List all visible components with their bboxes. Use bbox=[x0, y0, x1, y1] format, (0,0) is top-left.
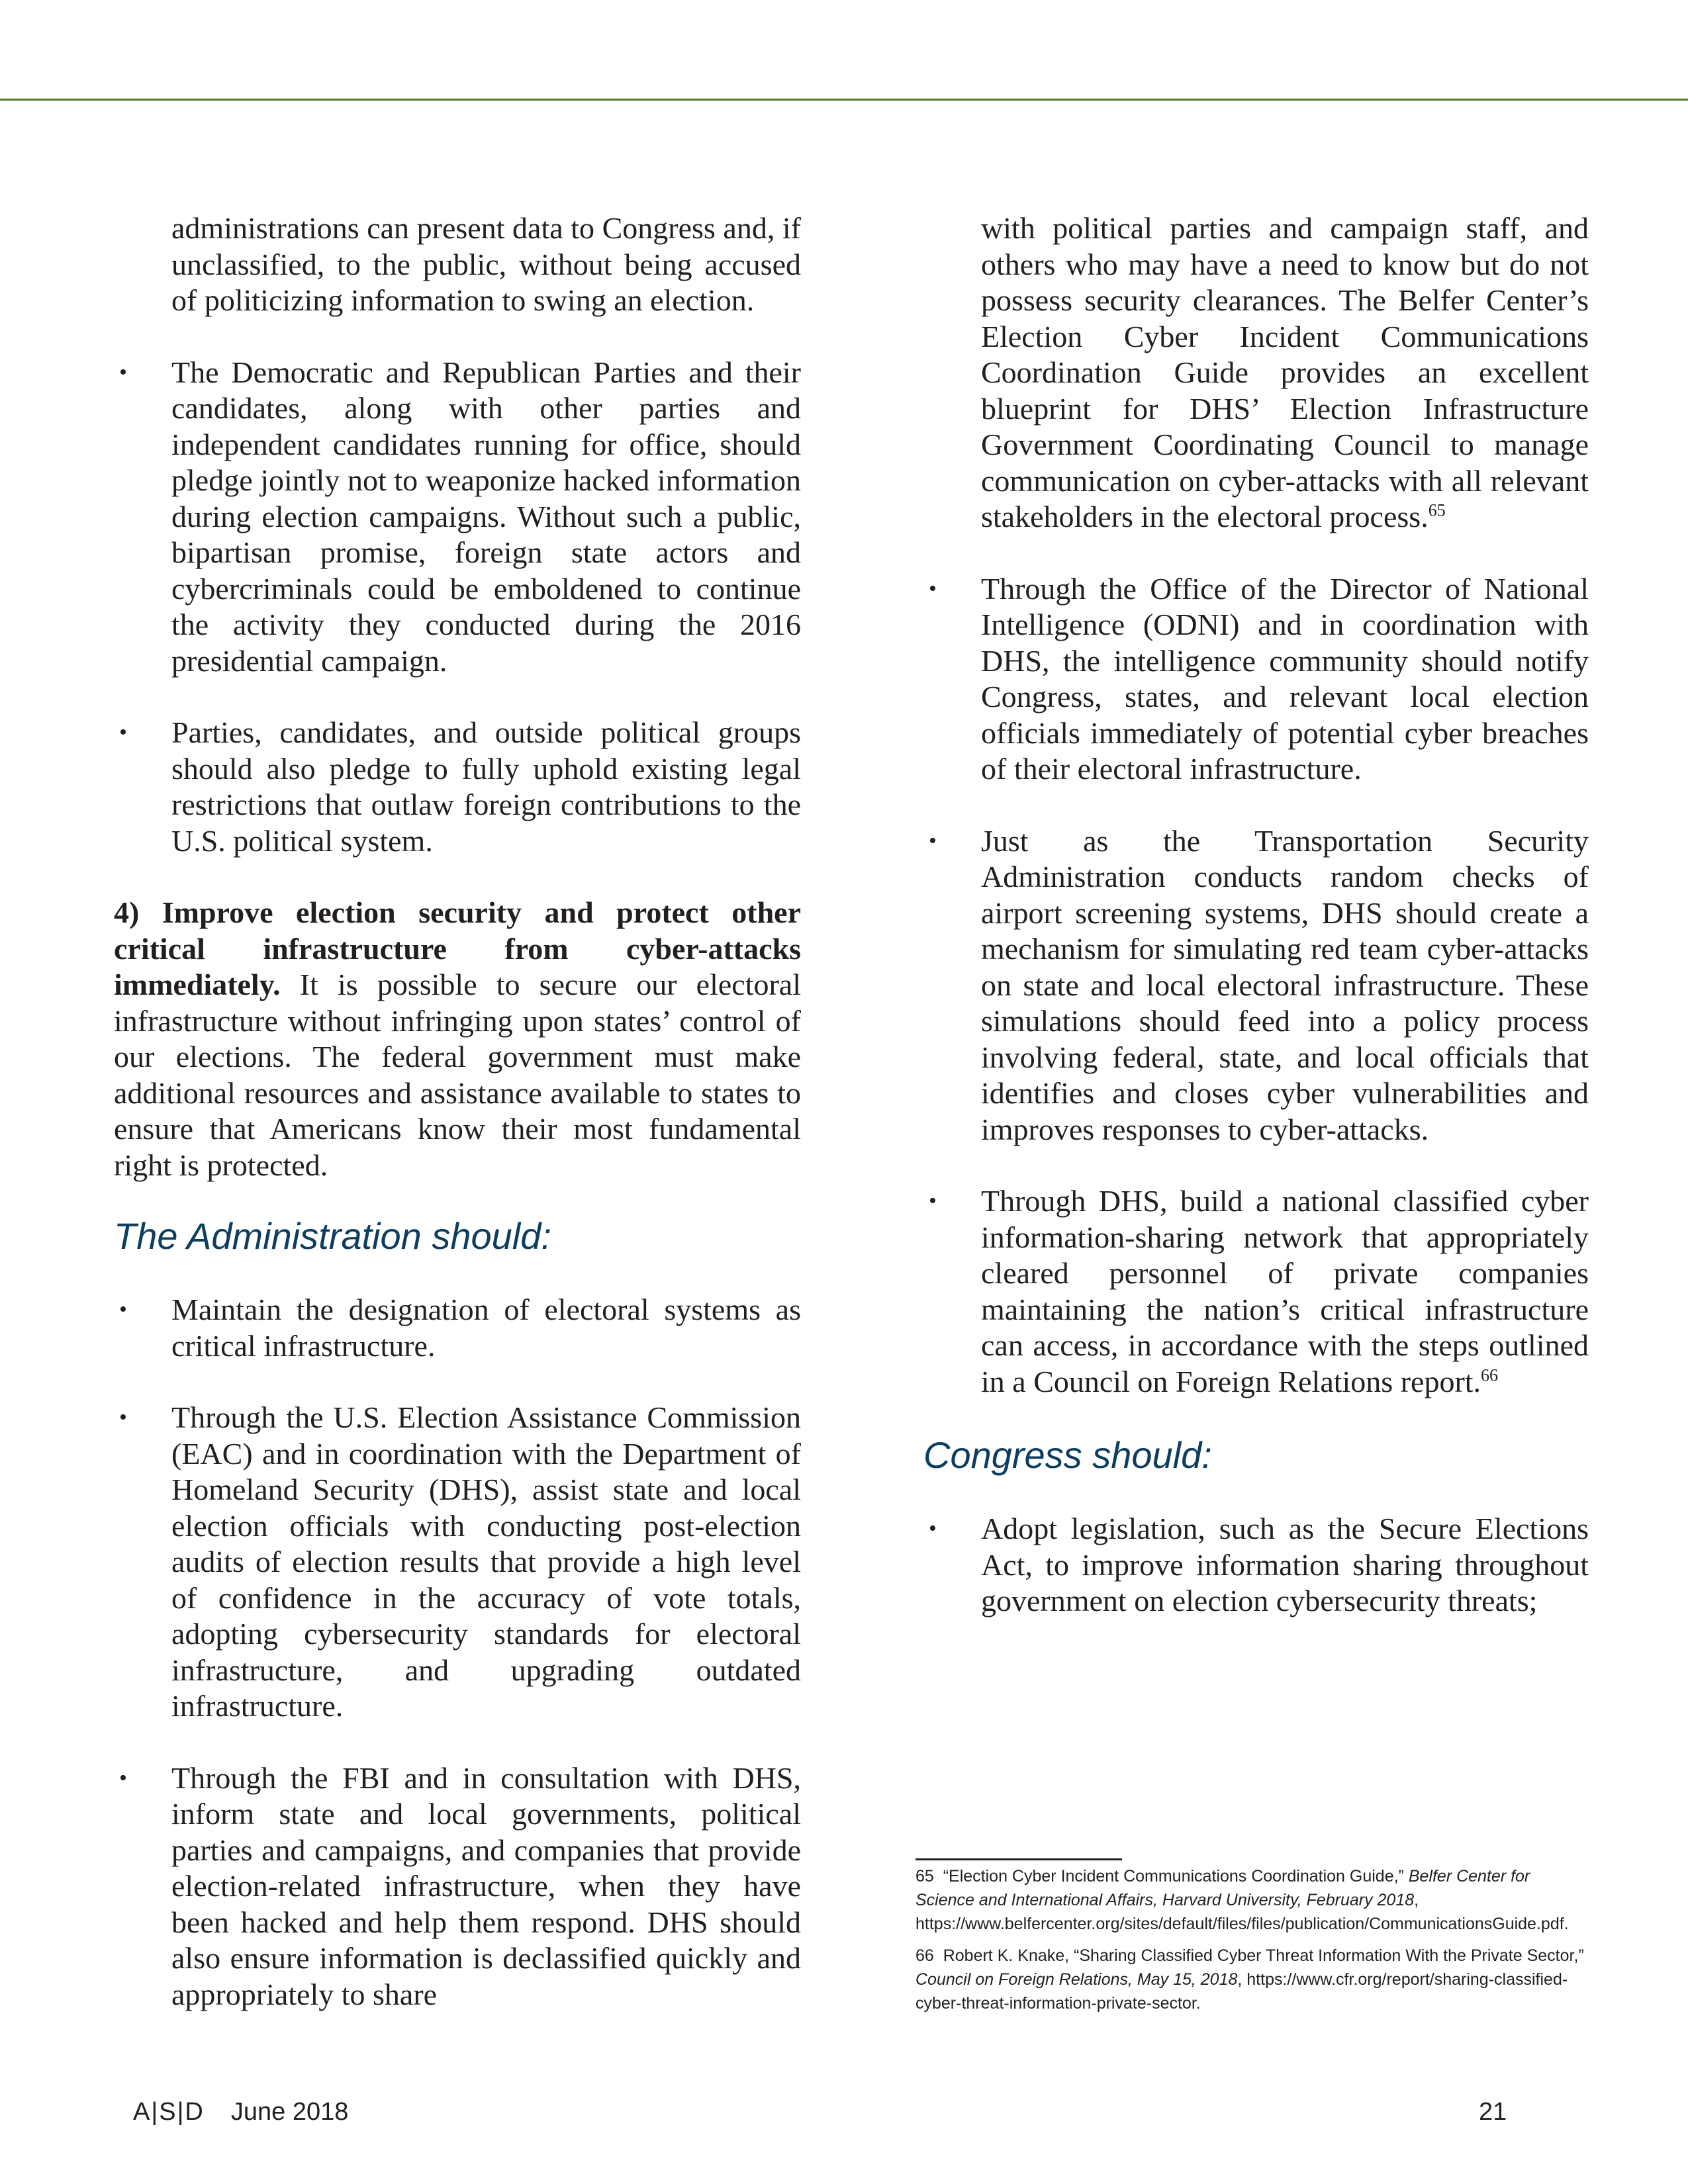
page-footer bbox=[133, 2098, 348, 2126]
recommendation-paragraph bbox=[114, 895, 801, 1183]
footnote-66 bbox=[915, 1944, 1592, 2015]
footnote-number: 66 bbox=[915, 1946, 934, 1965]
party-pledge-list bbox=[114, 355, 801, 860]
list-item bbox=[114, 355, 801, 680]
continuation-paragraph: administrations can present data to Congress and, if unclassified, to the public, without being accused of politicizing information to swing an election. bbox=[171, 211, 801, 317]
administration-list-continued bbox=[923, 571, 1589, 1400]
right-column bbox=[923, 210, 1589, 1619]
recommendation-body: It is possible to secure our electoral infrastructure without infringing upon states’ control of our elections. The federal government must make additional resources and assistance available to states to ensure that Americans know their most fundamental right is protected. bbox=[114, 968, 801, 1182]
left-column bbox=[114, 210, 801, 2013]
list-item-text: Maintain the designation of electoral systems as critical infrastructure. bbox=[171, 1293, 801, 1363]
bullet-icon: • bbox=[119, 1405, 127, 1430]
page-number: 21 bbox=[1479, 2098, 1507, 2126]
congress-list bbox=[923, 1511, 1589, 1619]
list-item-text: Through the FBI and in consultation with DHS, inform state and local governments, political parties and campaigns, and companies that provide election-related infrastructure, when they have been hacked and help them respond. DHS should also ensure information is declassified quickly and appropriately to share bbox=[171, 1760, 801, 2011]
list-item-text: Just as the Transportation Security Administration conducts random checks of airport screening systems, DHS should create a mechanism for simulating red team cyber-attacks on state and local electoral infrastructure. These simulations should feed into a policy process involving federal, state, and local officials that identifies and closes cyber vulnerabilities and improves responses to cyber-attacks. bbox=[981, 823, 1589, 1146]
list-item-text: Parties, candidates, and outside political groups should also pledge to fully uphold existing legal restrictions that outlaw foreign contributions to the U.S. political system. bbox=[171, 715, 801, 858]
footnote-source: Council on Foreign Relations, May 15, 2018 bbox=[915, 1970, 1238, 1989]
footnote-url[interactable]: , https://www.cfr.org/report/sharing-classified-cyber-threat-information-private-sector. bbox=[915, 1970, 1568, 2013]
publication-date: June 2018 bbox=[230, 2098, 349, 2126]
continuation-paragraph bbox=[923, 210, 1589, 535]
list-item-text: Through DHS, build a national classified cyber information-sharing network that appropriately cleared personnel of private companies maintaining the nation’s critical infrastructure can access, in accordance with the steps outlined in a Council on Foreign Relations report. bbox=[981, 1184, 1589, 1398]
bullet-icon: • bbox=[929, 576, 937, 601]
org-logo-text: A|S|D bbox=[133, 2098, 205, 2126]
administration-list bbox=[114, 1292, 801, 2013]
list-item-text: Through the U.S. Election Assistance Commission (EAC) and in coordination with the Department of Homeland Security (DHS), assist state and local election officials with conducting post-election audits of election results that provide a high level of confidence in the accuracy of vote totals, adopting cybersecurity standards for electoral infrastructure, and upgrading outdated infrastructure. bbox=[171, 1400, 801, 1723]
bullet-icon: • bbox=[119, 1297, 127, 1322]
footnote-title: Robert K. Knake, “Sharing Classified Cyber Threat Information With the Private Sector,” bbox=[943, 1946, 1584, 1965]
list-item bbox=[114, 1760, 801, 2013]
bullet-icon: • bbox=[929, 1516, 937, 1541]
footnote-ref[interactable]: 65 bbox=[1428, 500, 1446, 520]
administration-heading: The Administration should: bbox=[114, 1215, 551, 1257]
list-item bbox=[114, 1400, 801, 1725]
list-item bbox=[114, 715, 801, 859]
congress-heading: Congress should: bbox=[923, 1434, 1212, 1476]
list-item-text: The Democratic and Republican Parties and their candidates, along with other parties and independent candidates running for office, should pledge jointly not to weaponize hacked information during election campaigns. Without such a public, bipartisan promise, foreign state actors and cybercriminals could be emboldened to continue the activity they conducted during the 2016 presidential campaign. bbox=[171, 355, 801, 678]
footnote-url[interactable]: , https://www.belfercenter.org/sites/default/files/files/publication/CommunicationsGuide.pdf. bbox=[915, 1891, 1569, 1933]
bullet-icon: • bbox=[119, 359, 127, 385]
header-rule bbox=[0, 99, 1688, 101]
footnotes bbox=[915, 1864, 1592, 2023]
list-item bbox=[114, 1292, 801, 1364]
footnote-ref[interactable]: 66 bbox=[1481, 1365, 1499, 1385]
footnote-divider bbox=[915, 1858, 1122, 1860]
bullet-icon: • bbox=[929, 1189, 937, 1213]
list-item-text: Adopt legislation, such as the Secure Elections Act, to improve information sharing throughout government on election cybersecurity threats; bbox=[981, 1512, 1589, 1617]
footnote-source: Belfer Center for Science and International Affairs, Harvard University, February 2018 bbox=[915, 1867, 1530, 1909]
bullet-icon: • bbox=[119, 720, 127, 745]
bullet-icon: • bbox=[929, 828, 937, 853]
footnote-65 bbox=[915, 1864, 1592, 1936]
list-item bbox=[923, 823, 1589, 1148]
bullet-icon: • bbox=[119, 1765, 127, 1790]
continuation-text: with political parties and campaign staff, and others who may have a need to know but do not possess security clearances. The Belfer Center’s Election Cyber Incident Communications Coordination Guide provides an excellent blueprint for DHS’ Election Infrastructure Government Coordinating Council to manage communication on cyber-attacks with all relevant stakeholders in the electoral process. bbox=[981, 211, 1589, 533]
list-item bbox=[923, 1511, 1589, 1619]
footnote-title: “Election Cyber Incident Communications Coordination Guide,” bbox=[943, 1867, 1404, 1886]
list-item bbox=[923, 571, 1589, 788]
list-item-text: Through the Office of the Director of National Intelligence (ODNI) and in coordination with DHS, the intelligence community should notify Congress, states, and relevant local election officials immediately of potential cyber breaches of their electoral infrastructure. bbox=[981, 571, 1589, 786]
list-item bbox=[923, 1183, 1589, 1400]
footnote-number: 65 bbox=[915, 1867, 934, 1886]
recommendation-lead: 4) Improve election security and protect other critical infrastructure from cyber-attacks immediately. bbox=[114, 895, 801, 1001]
